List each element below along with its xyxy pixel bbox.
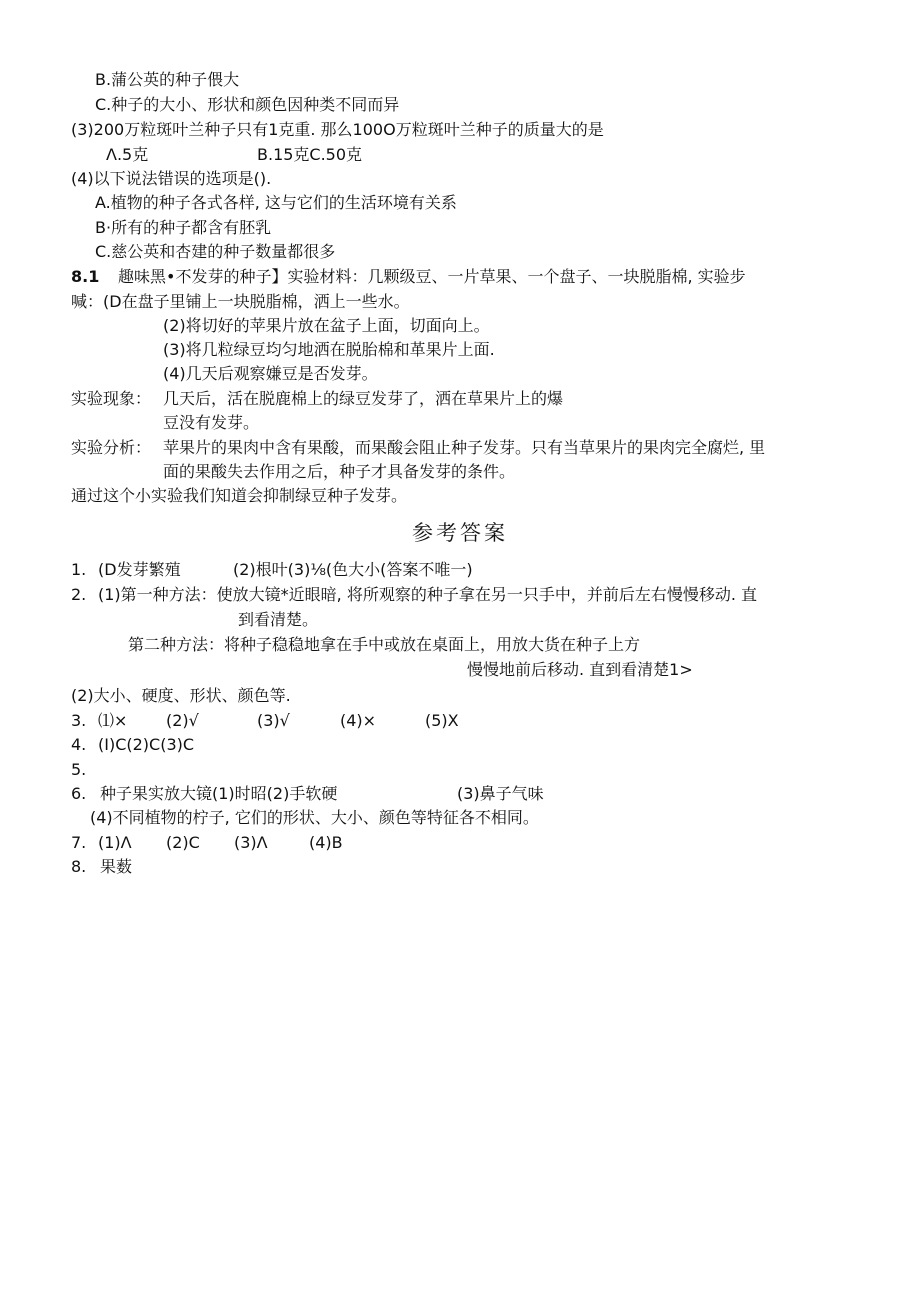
q8-analysis-label: 实验分析： [71, 438, 152, 457]
answer-3-item-4: (4)× [340, 711, 377, 730]
q8-observation-line-1: 几天后，活在脱鹿棉上的绿豆发芽了，洒在草果片上的爆 [163, 389, 564, 408]
answer-3-item-3: (3)√ [257, 711, 290, 730]
answer-3-number: 3. [71, 711, 87, 730]
q5-part4-option-b: B·所有的种子都含有胚乳 [95, 218, 272, 237]
q8-observation-line-2: 豆没有发芽。 [163, 413, 260, 432]
answer-4-text: (I)C(2)C(3)C [98, 735, 195, 754]
answer-8-number: 8. [71, 857, 87, 876]
answer-2-line-5: (2)大小、硬度、形状、颜色等. [71, 686, 291, 705]
answer-7-number: 7. [71, 833, 87, 852]
answer-3-item-1: ⑴× [98, 711, 128, 730]
q5-option-b: B.蒲公英的种子偎大 [95, 70, 240, 89]
q5-part3-question: (3)200万粒斑叶兰种子只有1克重. 那么100O万粒斑叶兰种子的质量大的是 [71, 120, 604, 139]
q8-intro: 趣味黑•不发芽的种子】实验材料：几颗级豆、一片草果、一个盘子、一块脱脂棉, 实验步 [118, 267, 746, 286]
q5-part3-options-bc: B.15克C.50克 [257, 145, 363, 164]
q8-conclusion: 通过这个小实验我们知道会抑制绿豆种子发芽。 [71, 486, 408, 505]
answer-4-number: 4. [71, 735, 87, 754]
answer-8-text: 果薮 [100, 857, 133, 876]
q8-step-4: (4)几天后观察嫌豆是否发芽。 [163, 364, 378, 383]
q5-part3-option-a: Λ.5克 [106, 145, 149, 164]
answer-7-item-3: (3)Λ [234, 833, 268, 852]
answer-2-line-4: 慢慢地前后移动. 直到看清楚1> [467, 660, 693, 679]
q8-analysis-line-2: 面的果酸失去作用之后，种子才具备发芽的条件。 [163, 462, 516, 481]
answer-2-number: 2. [71, 585, 87, 604]
answer-1-part-2: (2)根叶(3)⅛(色大小(答案不唯一) [233, 560, 473, 579]
q5-part4-option-c: C.慈公英和杏建的种子数量都很多 [95, 242, 336, 261]
answer-6-part-2: (3)鼻子气味 [457, 784, 544, 803]
q8-analysis-line-1: 苹果片的果肉中含有果酸，而果酸会阻止种子发芽。只有当草果片的果肉完全腐烂, 里 [163, 438, 766, 457]
answer-3-item-5: (5)X [425, 711, 459, 730]
q8-observation-label: 实验现象： [71, 389, 152, 408]
answer-1-part-1: (D发芽繁殖 [98, 560, 181, 579]
answer-key-title: 参考答案 [412, 521, 508, 545]
q8-step-3: (3)将几粒绿豆均匀地洒在脱胎棉和革果片上面. [163, 340, 495, 359]
answer-2-line-2: 到看清楚。 [238, 610, 319, 629]
q8-step-1: 喊：(D在盘子里铺上一块脱脂棉，洒上一些水。 [71, 292, 410, 311]
answer-6-line-2: (4)不同植物的柠子, 它们的形状、大小、颜色等特征各不相同。 [90, 808, 539, 827]
q8-step-2: (2)将切好的苹果片放在盆子上面，切面向上。 [163, 316, 490, 335]
q5-option-c: C.种子的大小、形状和颜色因种类不同而异 [95, 95, 400, 114]
q5-part4-option-a: A.植物的种子各式各样, 这与它们的生活环境有关系 [95, 193, 457, 212]
answer-6-number: 6. [71, 784, 87, 803]
q8-number: 8.1 [71, 267, 100, 286]
answer-5-number: 5. [71, 760, 87, 779]
answer-2-line-1: (1)第一种方法：使放大镜*近眼暗, 将所观察的种子拿在另一只手中，并前后左右慢慢移动. 直 [98, 585, 758, 604]
answer-2-line-3: 第二种方法：将种子稳稳地拿在手中或放在桌面上，用放大货在种子上方 [128, 635, 641, 654]
q5-part4-question: (4)以下说法错误的选项是(). [71, 169, 272, 188]
answer-7-item-1: (1)Λ [98, 833, 132, 852]
answer-7-item-4: (4)B [309, 833, 343, 852]
answer-3-item-2: (2)√ [166, 711, 199, 730]
answer-6-part-1: 种子果实放大镜(1)时昭(2)手软硬 [100, 784, 338, 803]
answer-7-item-2: (2)C [166, 833, 200, 852]
answer-1-number: 1. [71, 560, 87, 579]
